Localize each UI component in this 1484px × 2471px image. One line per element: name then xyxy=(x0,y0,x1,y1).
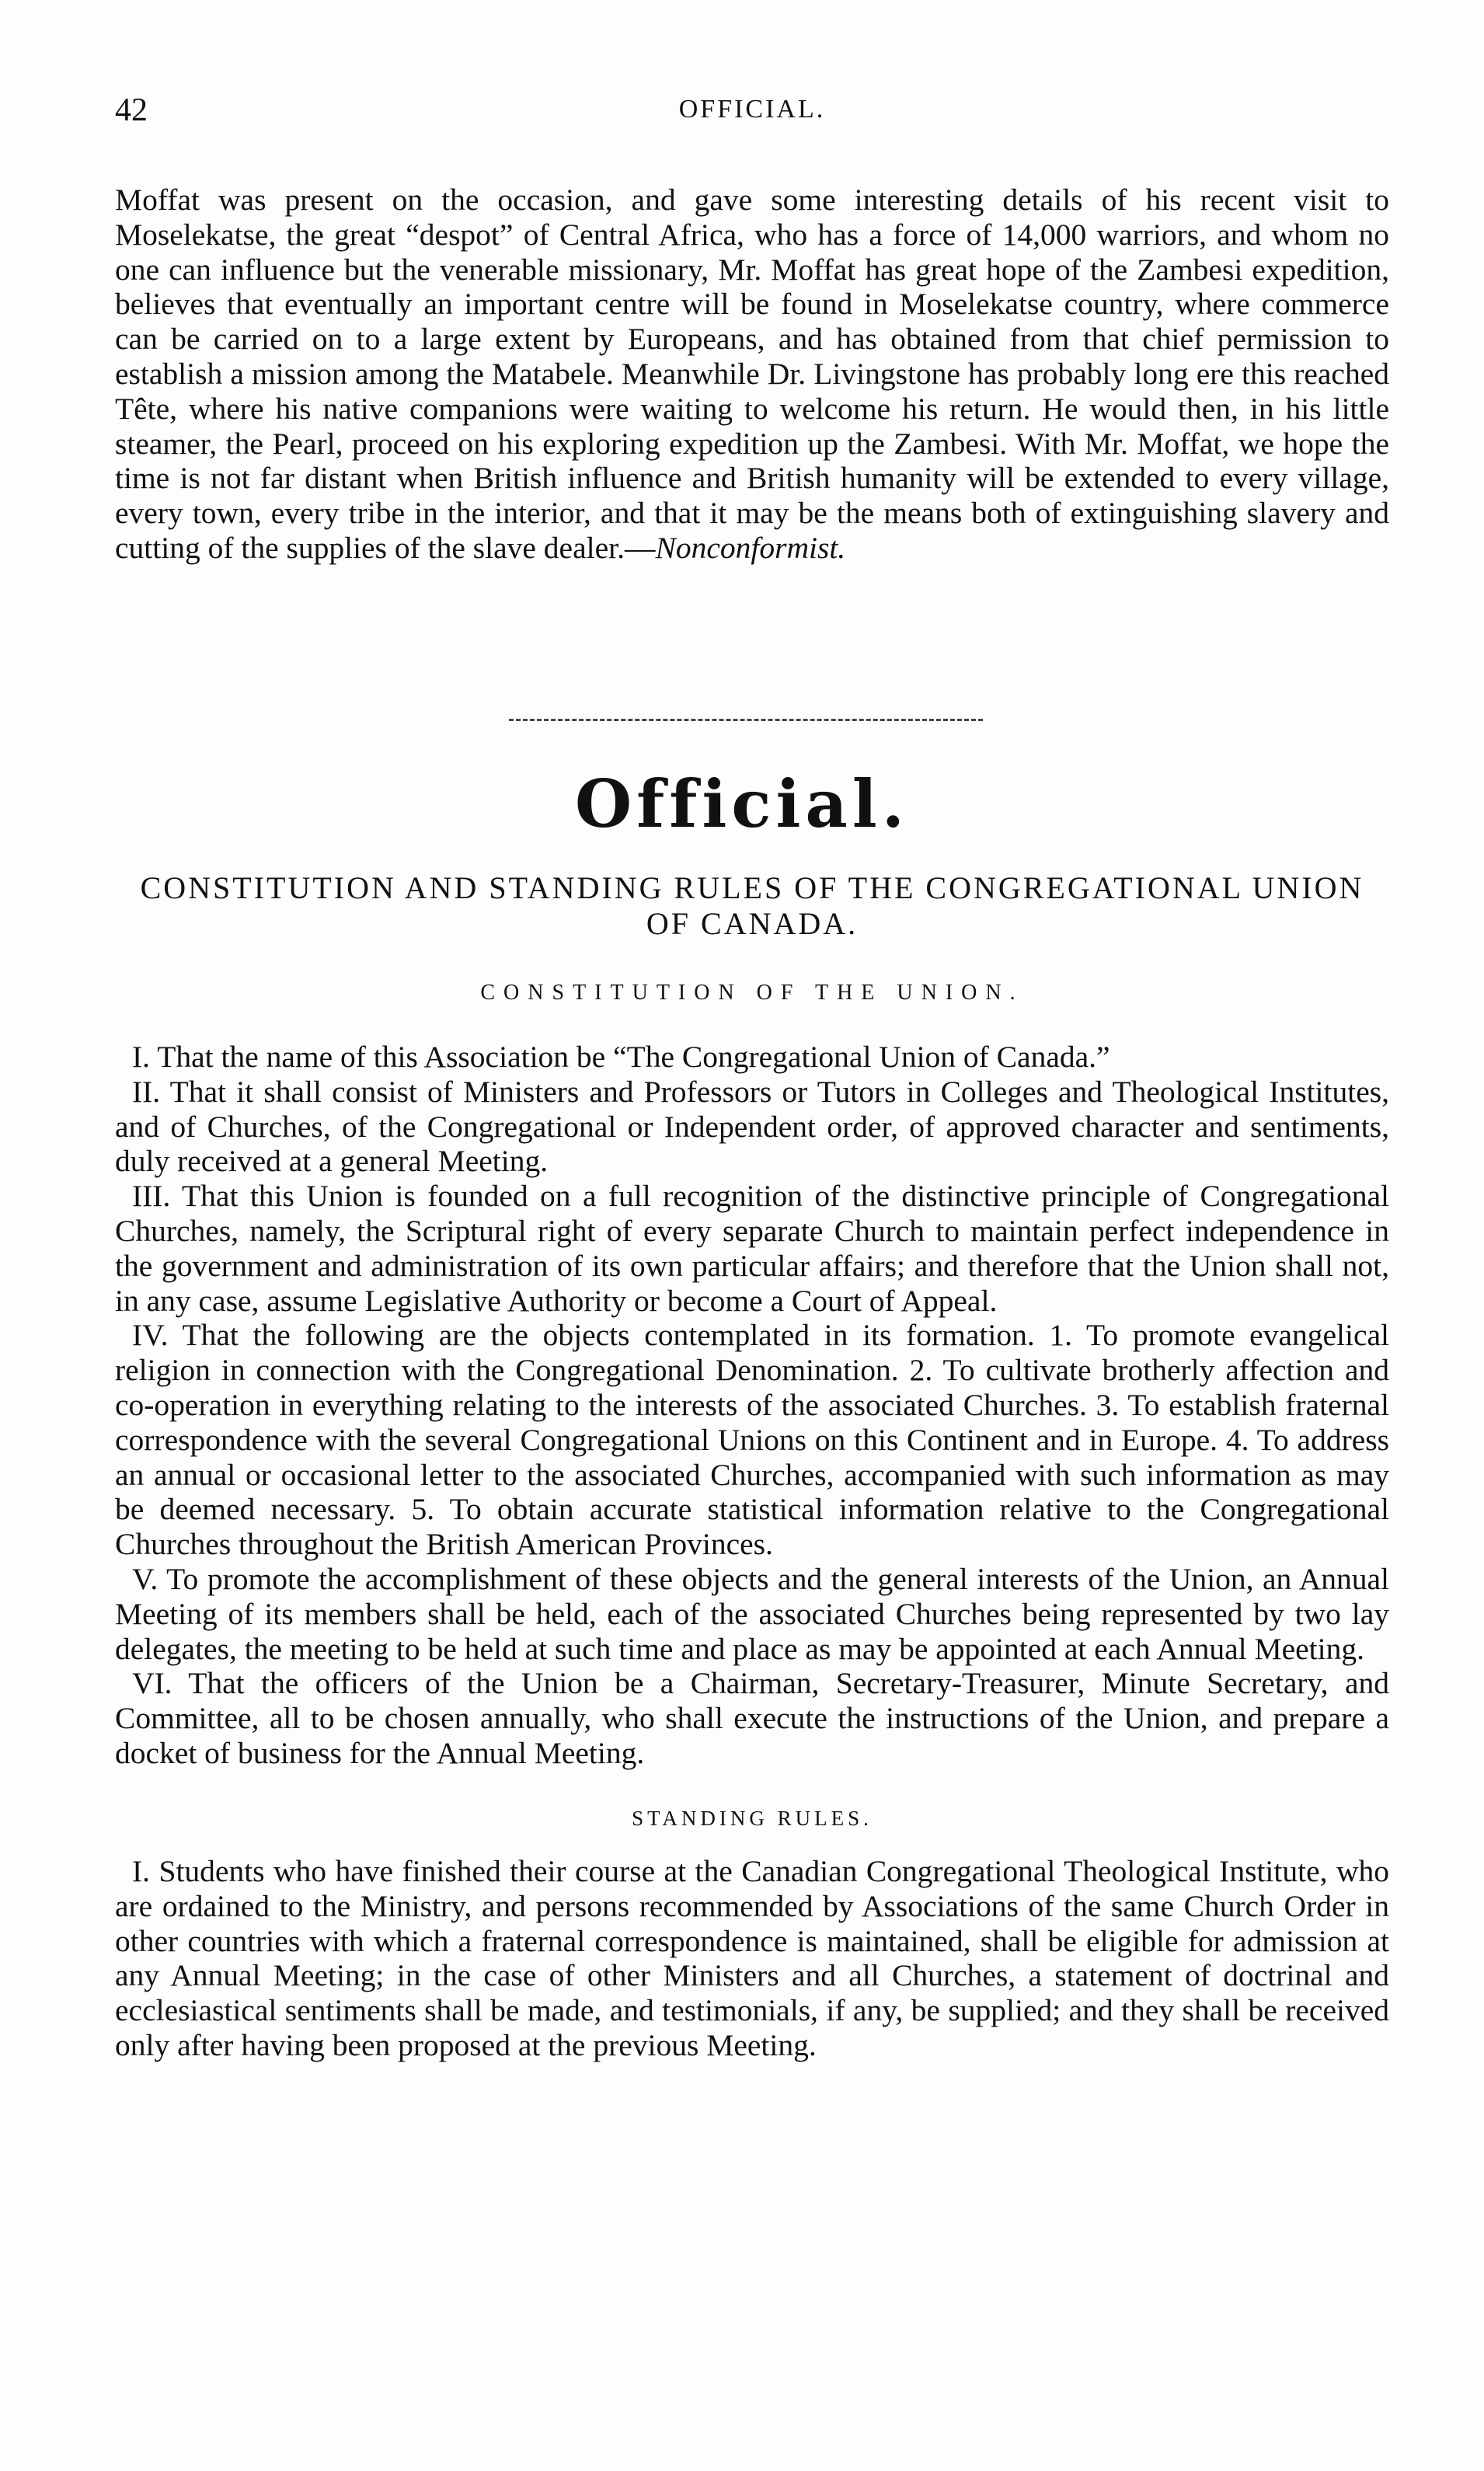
previous-article-text xyxy=(115,183,1389,566)
article-5: V. To promote the accomplishment of these objects and the general interests of the Union, an Annual Meeting of its members shall be held, each of the associated Churches being represented by two lay delegates, the meeting to be held at such time and place as may be appointed at each Annual Meeting. xyxy=(115,1561,1389,1666)
section-title: Official. xyxy=(575,765,909,842)
article-source: Nonconformist. xyxy=(655,530,846,565)
standing-rules-heading: STANDING RULES. xyxy=(632,1807,873,1830)
running-title: OFFICIAL. xyxy=(678,95,826,124)
previous-article-body: Moffat was present on the occasion, and gave some interesting details of his recent visit to Moselekatse, the great “despot” of Central Africa, who has a force of 14,000 warriors, and whom no one can influence but the venerable missionary, Mr. Moffat has great hope of the Zambesi expedition, believes that eventually an important centre will be found in Moselekatse country, where commerce can be carried on to a large extent by Europeans, and has obtained from that chief permission to establish a mission among the Matabele. Meanwhile Dr. Livingstone has probably long ere this reached Tête, where his native companions were waiting to welcome his return. He would then, in his little steamer, the Pearl, proceed on his exploring expedition up the Zambesi. With Mr. Moffat, we hope the time is not far distant when British influence and British humanity will be extended to every village, every town, every tribe in the interior, and that it may be the means both of extinguishing slavery and cutting of the supplies of the slave dealer.— xyxy=(115,183,1389,565)
document-title: CONSTITUTION AND STANDING RULES OF THE CONGREGATIONAL UNION OF CANADA. xyxy=(140,870,1364,941)
article-1: I. That the name of this Association be “The Congregational Union of Canada.” xyxy=(132,1040,1110,1074)
section-divider xyxy=(509,719,983,721)
constitution-heading: CONSTITUTION OF THE UNION. xyxy=(480,981,1024,1005)
article-6: VI. That the officers of the Union be a Chairman, Secretary-Treasurer, Minute Secretary, and Committee, all to be chosen annually, who shall execute the instructions of the Union, and prepare a docket of business for the Annual Meeting. xyxy=(115,1666,1389,1770)
running-head xyxy=(115,92,1389,138)
article-3: III. That this Union is founded on a full recognition of the distinctive principle of Congregational Churches, namely, the Scriptural right of every separate Church to maintain perfect independence in the government and administration of its own particular affairs; and therefore that the Union shall not, in any case, assume Legislative Authority or become a Court of Appeal. xyxy=(115,1179,1389,1318)
standing-rules xyxy=(115,1854,1389,2063)
page-number: 42 xyxy=(115,92,148,128)
constitution-articles xyxy=(115,1040,1389,1771)
article-4: IV. That the following are the objects contemplated in its formation. 1. To promote evangelical religion in connection with the Congregational Denomination. 2. To cultivate brotherly affection and co-operation in everything relating to the interests of the associated Churches. 3. To establish fraternal correspondence with the several Congregational Unions on this Continent and in Europe. 4. To address an annual or occasional letter to the associated Churches, accompanied with such information as may be deemed necessary. 5. To obtain accurate statistical information relative to the Congregational Churches throughout the British American Provinces. xyxy=(115,1318,1389,1562)
rule-1: I. Students who have finished their course at the Canadian Congregational Theological Institute, who are ordained to the Ministry, and persons recommended by Associations of the same Church Order in other countries with which a fraternal correspondence is maintained, shall be eligible for admission at any Annual Meeting; in the case of other Ministers and all Churches, a statement of doctrinal and ecclesiastical sentiments shall be made, and testimonials, if any, be supplied; and they shall be received only after having been proposed at the previous Meeting. xyxy=(115,1854,1389,2062)
article-2: II. That it shall consist of Ministers and Professors or Tutors in Colleges and Theological Institutes, and of Churches, of the Congregational or Independent order, of approved character and sentiments, duly received at a general Meeting. xyxy=(115,1074,1389,1179)
